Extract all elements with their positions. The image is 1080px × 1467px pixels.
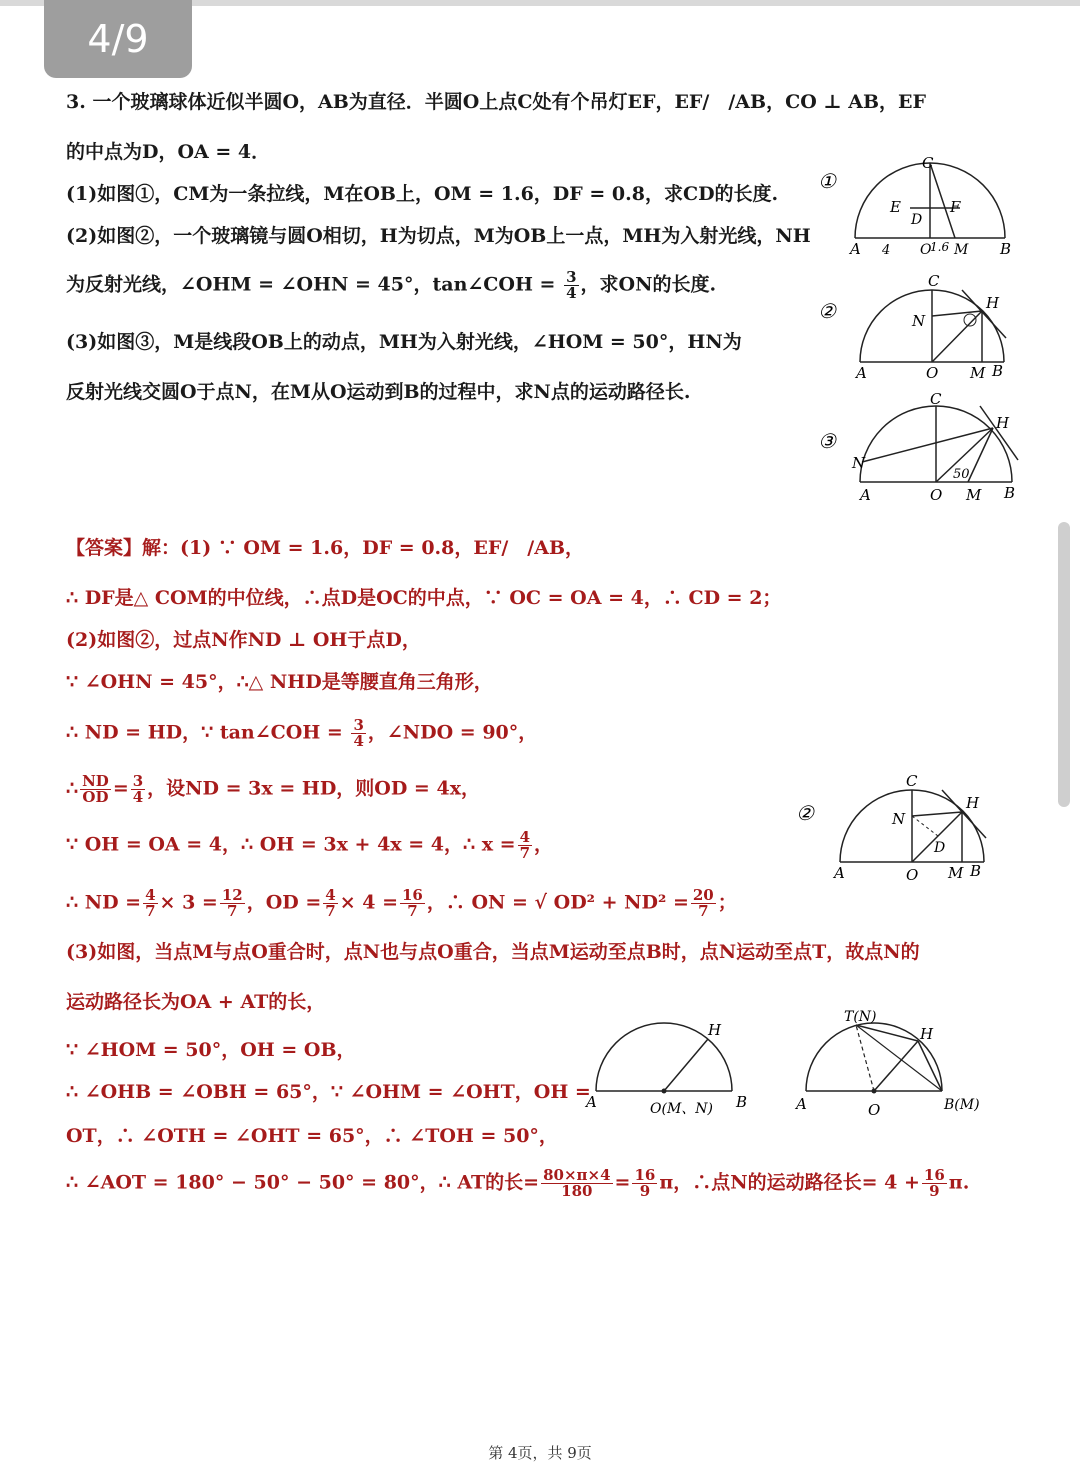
page-footer: 第 4页，共 9页 — [488, 1444, 592, 1462]
label-O: O — [868, 1101, 881, 1119]
label-O: O — [906, 866, 919, 884]
fraction-numerator: 3 — [353, 716, 364, 734]
fraction-numerator: 20 — [692, 886, 714, 904]
label-A: A — [856, 364, 867, 382]
answer-line-1: 【答案】解：(1) ∵ OM = 1.6，DF = 0.8，EF/ /AB， — [66, 537, 585, 559]
fraction-numerator: ND — [82, 772, 109, 790]
text-segment: ∴ — [66, 777, 79, 800]
text-segment: π. — [948, 1171, 970, 1194]
text-segment: ，∠NDO = 90°， — [367, 721, 538, 744]
fraction-numerator: 4 — [519, 828, 530, 846]
label-O-M-N: O(M、N) — [650, 1101, 713, 1117]
page-indicator-badge: 4/9 — [44, 0, 192, 78]
fraction-denominator: 7 — [407, 902, 418, 920]
figure-1 — [810, 150, 1030, 269]
answer-line-2: ∴ DF是△ COM的中位线，∴点D是OC的中点，∵ OC = OA = 4，∴ CD = 2； — [66, 587, 782, 609]
label-B: B — [1000, 240, 1012, 258]
fraction-denominator: 7 — [325, 902, 336, 920]
question-line-2: 的中点为D，OA = 4． — [66, 141, 271, 163]
text-segment: π，∴点N的运动路径长= 4 + — [659, 1171, 920, 1194]
answer-line-7 — [66, 830, 553, 861]
text-segment: ； — [717, 891, 737, 914]
fraction-denominator: 4 — [132, 788, 144, 806]
text-segment: × 3 = — [159, 891, 218, 914]
label-H: H — [996, 414, 1010, 432]
question-line-1: 3. 一个玻璃球体近似半圆O，AB为直径．半圆O上点C处有个吊灯EF，EF/ /AB，CO ⊥ AB，EF — [66, 91, 927, 113]
answer-line-8 — [66, 888, 737, 919]
question-part-3-line-b: 反射光线交圆O于点N，在M从O运动到B的过程中，求N点的运动路径长. — [66, 381, 691, 403]
fraction-denominator: 9 — [639, 1182, 651, 1200]
question-part-1: (1)如图①，CM为一条拉线，M在OB上，OM = 1.6，DF = 0.8，求CD的长度. — [66, 183, 779, 205]
figure-marker: ② — [796, 801, 814, 825]
figure-marker: ② — [818, 299, 836, 323]
label-O: O — [930, 486, 943, 504]
answer-line-4: ∵ ∠OHN = 45°，∴△ NHD是等腰直角三角形， — [66, 671, 493, 693]
fraction-numerator: 80×π×4 — [543, 1166, 611, 1184]
fraction — [518, 830, 532, 861]
fraction-denominator: 180 — [561, 1182, 593, 1200]
fraction — [143, 888, 157, 919]
label-A: A — [850, 240, 861, 258]
figure-5 — [580, 1015, 780, 1129]
scrollbar-thumb[interactable] — [1058, 522, 1070, 807]
figure-3 — [810, 388, 1030, 512]
label-F: F — [950, 198, 961, 216]
label-A: A — [586, 1093, 597, 1111]
figure-marker: ① — [818, 169, 836, 193]
label-length-om: 1.6 — [930, 240, 950, 254]
answer-line-12: ∴ ∠OHB = ∠OBH = 65°，∵ ∠OHM = ∠OHT，OH = — [66, 1081, 591, 1103]
fraction-numerator: 16 — [923, 1166, 945, 1184]
answer-line-9: (3)如图，当点M与点O重合时，点N也与点O重合，当点M运动至点B时，点N运动至点T，故点N的 — [66, 941, 920, 963]
answer-line-11: ∵ ∠HOM = 50°，OH = OB， — [66, 1039, 356, 1061]
label-M: M — [954, 242, 969, 258]
fraction-numerator: 16 — [634, 1166, 656, 1184]
label-N: N — [852, 454, 866, 472]
fraction-numerator: 4 — [145, 886, 156, 904]
question-part-2-line-b — [66, 270, 716, 301]
text-segment: ∴ ND = — [66, 891, 142, 914]
label-H: H — [986, 294, 1000, 312]
label-C: C — [922, 154, 934, 172]
label-angle-50: 50 — [953, 467, 970, 482]
label-B: B — [1004, 484, 1016, 502]
label-E: E — [890, 198, 901, 216]
fraction-denominator: 7 — [227, 902, 238, 920]
fraction-denominator: 7 — [698, 902, 709, 920]
text-segment: ，OD = — [246, 891, 322, 914]
answer-line-13: OT，∴ ∠OTH = ∠OHT = 65°，∴ ∠TOH = 50°， — [66, 1125, 558, 1147]
text-segment: ∵ OH = OA = 4，∴ OH = 3x + 4x = 4，∴ x = — [66, 833, 516, 856]
label-A: A — [834, 864, 845, 882]
figure-4 — [790, 770, 1000, 889]
fraction — [541, 1168, 612, 1199]
label-T-N: T(N) — [844, 1009, 877, 1025]
text-segment: × 4 = — [339, 891, 398, 914]
label-C: C — [928, 272, 940, 290]
question-part-3-line-a: (3)如图③，M是线段OB上的动点，MH为入射光线，∠HOM = 50°，HN为 — [66, 331, 742, 353]
answer-line-14 — [66, 1168, 969, 1199]
fraction — [691, 888, 716, 919]
label-H: H — [966, 794, 980, 812]
answer-line-3: (2)如图②，过点N作ND ⊥ OH于点D， — [66, 629, 421, 651]
fraction — [220, 888, 245, 919]
fraction — [323, 888, 337, 919]
label-B: B — [992, 362, 1004, 380]
fraction — [131, 774, 145, 805]
figure-2 — [810, 268, 1030, 387]
answer-line-5 — [66, 718, 537, 749]
label-A: A — [860, 486, 871, 504]
label-B: B — [736, 1093, 748, 1111]
answer-line-10: 运动路径长为OA + AT的长， — [66, 991, 326, 1013]
text-segment: ∴ ∠AOT = 180° − 50° − 50° = 80°，∴ AT的长= — [66, 1171, 540, 1194]
fraction — [400, 888, 425, 919]
label-N: N — [892, 810, 906, 828]
fraction-denominator: 4 — [353, 732, 364, 750]
label-O: O — [920, 242, 932, 258]
label-H: H — [708, 1021, 722, 1039]
label-O: O — [926, 364, 939, 382]
text-segment: ，∴ ON = √ OD² + ND² = — [426, 891, 689, 914]
text-segment: ，求ON的长度. — [580, 273, 717, 296]
text-segment: 为反射光线，∠OHM = ∠OHN = 45°，tan∠COH = — [66, 273, 563, 296]
text-segment: = — [614, 1171, 631, 1194]
label-B-M: B(M) — [944, 1097, 980, 1113]
fraction-denominator: 4 — [566, 284, 577, 302]
label-A: A — [796, 1095, 807, 1113]
label-N: N — [912, 312, 926, 330]
question-part-2-line-a: (2)如图②，一个玻璃镜与圆O相切，H为切点，M为OB上一点，MH为入射光线，NH — [66, 225, 811, 247]
fraction — [632, 1168, 657, 1199]
label-length-4: 4 — [882, 243, 891, 258]
label-H: H — [920, 1025, 934, 1043]
fraction-numerator: 3 — [132, 772, 144, 790]
fraction-numerator: 3 — [566, 268, 577, 286]
label-D: D — [934, 840, 946, 856]
answer-line-6 — [66, 774, 480, 805]
label-M: M — [970, 364, 986, 382]
fraction-numerator: 12 — [221, 886, 243, 904]
figure-marker: ③ — [818, 429, 836, 453]
fraction-numerator: 16 — [402, 886, 423, 904]
fraction-denominator: 7 — [519, 844, 530, 862]
label-M: M — [966, 486, 982, 504]
label-B: B — [970, 862, 982, 880]
text-segment: = — [112, 777, 129, 800]
fraction-numerator: 4 — [325, 886, 336, 904]
label-D: D — [911, 212, 923, 228]
fraction-denominator: 7 — [145, 902, 156, 920]
label-M: M — [948, 864, 964, 882]
fraction-denominator: OD — [82, 788, 109, 806]
figure-6 — [790, 1005, 1010, 1129]
label-C: C — [906, 772, 918, 790]
text-segment: ∴ ND = HD，∵ tan∠COH = — [66, 721, 350, 744]
fraction — [351, 718, 365, 749]
fraction — [80, 774, 111, 805]
fraction — [922, 1168, 947, 1199]
text-segment: ， — [534, 833, 554, 856]
fraction-denominator: 9 — [929, 1182, 940, 1200]
text-segment: ，设ND = 3x = HD，则OD = 4x， — [147, 777, 481, 800]
fraction — [564, 270, 578, 301]
label-C: C — [930, 390, 942, 408]
